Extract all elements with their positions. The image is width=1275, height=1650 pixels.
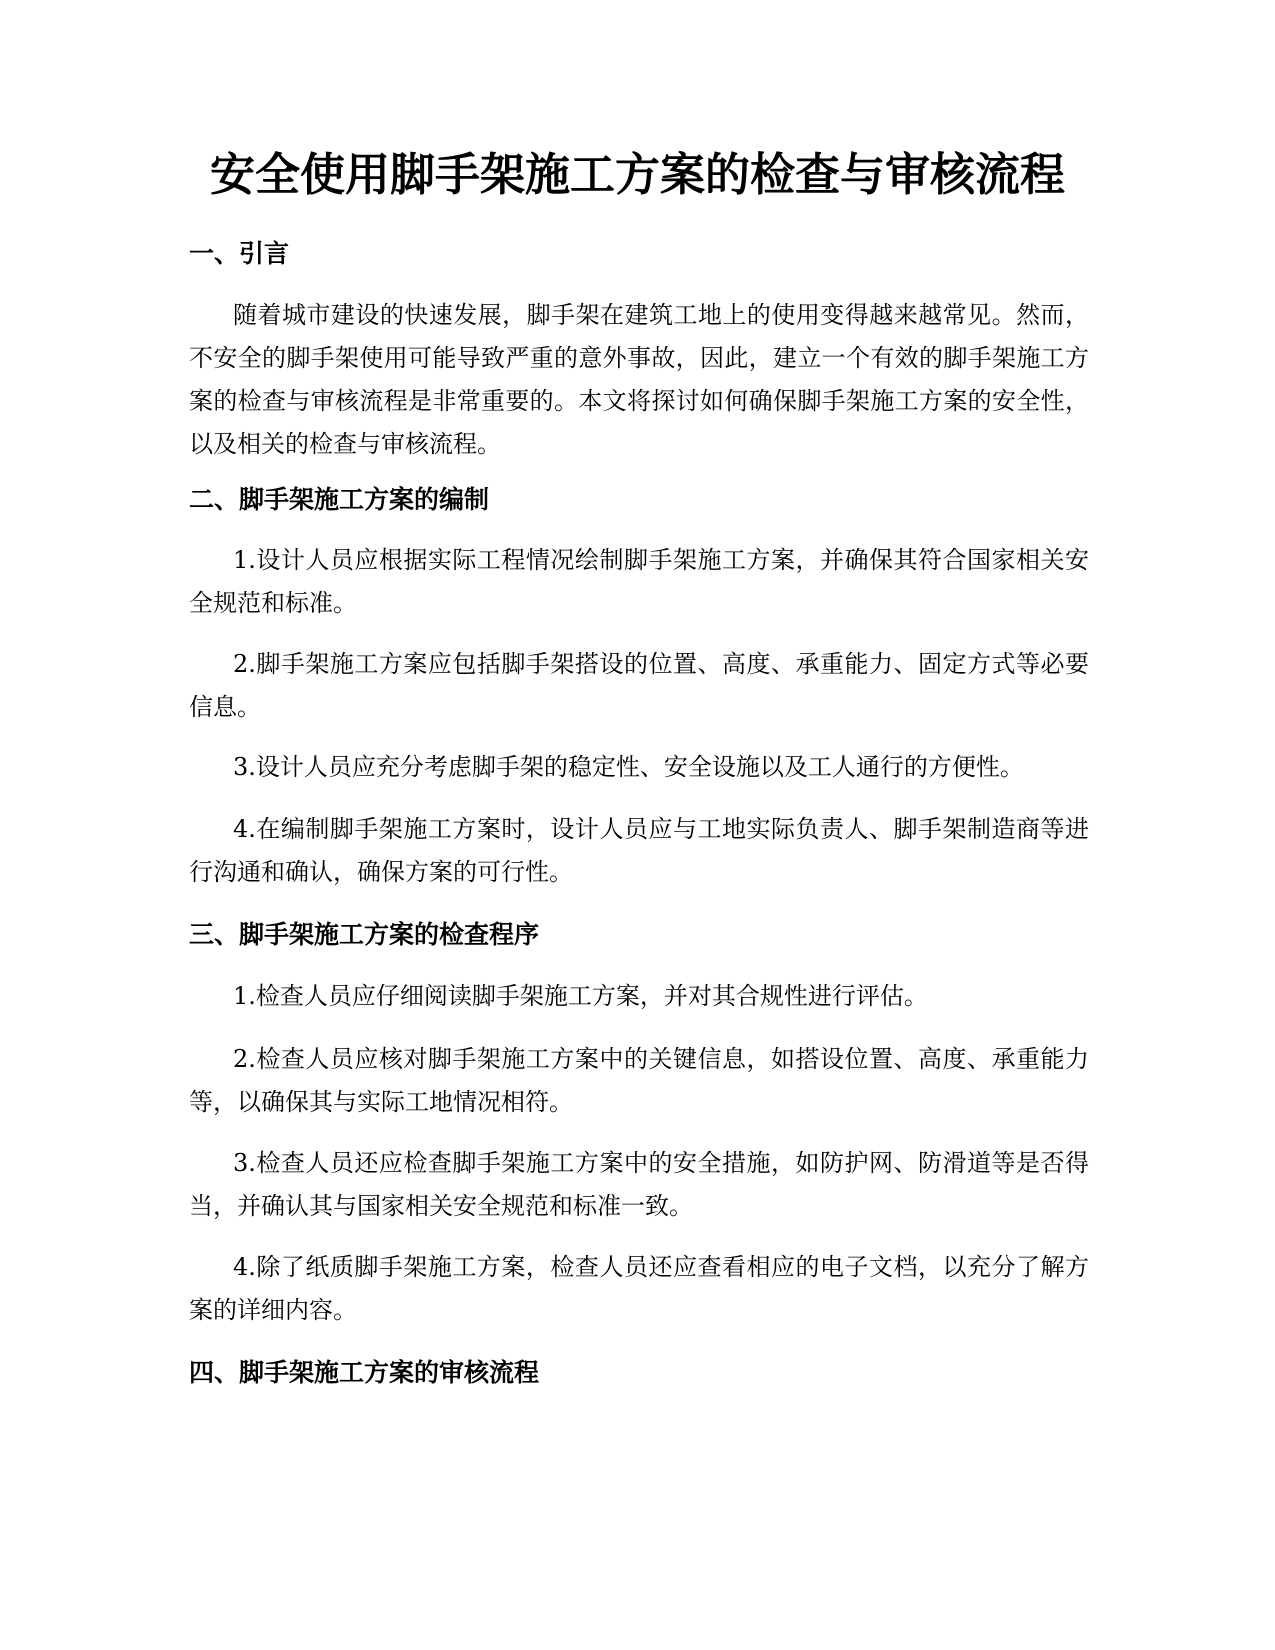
paragraph: 随着城市建设的快速发展，脚手架在建筑工地上的使用变得越来越常见。然而，不安全的脚手架使用可能导致严重的意外事故，因此，建立一个有效的脚手架施工方案的检查与审核流程是非常重要的。本文将探讨如何确保脚手架施工方案的安全性，以及相关的检查与审核流程。 bbox=[189, 301, 1089, 458]
paragraph: 1.设计人员应根据实际工程情况绘制脚手架施工方案，并确保其符合国家相关安全规范和标准。 bbox=[189, 546, 1089, 617]
paragraph: 2.脚手架施工方案应包括脚手架搭设的位置、高度、承重能力、固定方式等必要信息。 bbox=[189, 650, 1089, 721]
paragraph: 4.在编制脚手架施工方案时，设计人员应与工地实际负责人、脚手架制造商等进行沟通和确认，确保方案的可行性。 bbox=[189, 815, 1089, 886]
section-heading-inspection-procedure: 三、脚手架施工方案的检查程序 bbox=[189, 920, 540, 949]
page-title: 安全使用脚手架施工方案的检查与审核流程 bbox=[209, 148, 1065, 201]
paragraph: 3.检查人员还应检查脚手架施工方案中的安全措施，如防护网、防滑道等是否得当，并确认其与国家相关安全规范和标准一致。 bbox=[189, 1149, 1089, 1220]
paragraph: 4.除了纸质脚手架施工方案，检查人员还应查看相应的电子文档，以充分了解方案的详细内容。 bbox=[189, 1253, 1089, 1324]
section-heading-plan-compilation: 二、脚手架施工方案的编制 bbox=[189, 485, 490, 514]
paragraph: 2.检查人员应核对脚手架施工方案中的关键信息，如搭设位置、高度、承重能力等，以确保其与实际工地情况相符。 bbox=[189, 1045, 1089, 1116]
paragraph: 3.设计人员应充分考虑脚手架的稳定性、安全设施以及工人通行的方便性。 bbox=[233, 753, 1024, 781]
section-heading-review-process: 四、脚手架施工方案的审核流程 bbox=[189, 1358, 540, 1387]
section-heading-introduction: 一、引言 bbox=[189, 239, 290, 268]
paragraph: 1.检查人员应仔细阅读脚手架施工方案，并对其合规性进行评估。 bbox=[233, 982, 928, 1010]
